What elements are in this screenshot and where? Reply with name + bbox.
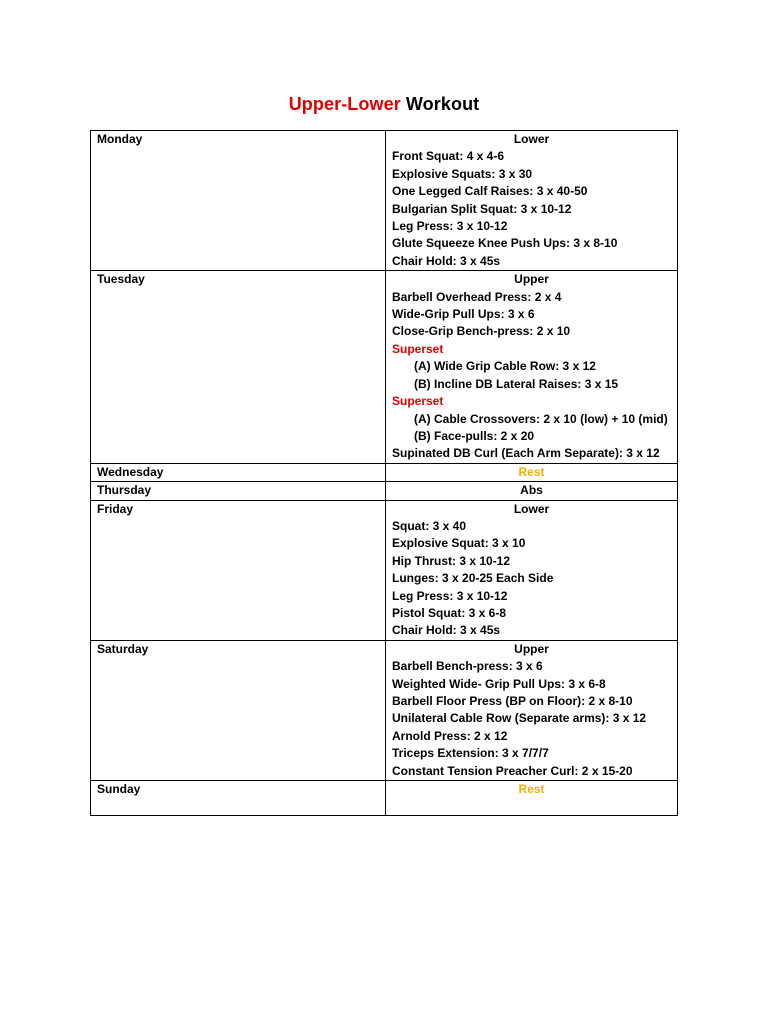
exercise-item: Chair Hold: 3 x 45s [392, 623, 501, 638]
superset-item: (A) Wide Grip Cable Row: 3 x 12 [414, 359, 596, 374]
focus-label: Lower [513, 501, 550, 516]
exercise-item: Close-Grip Bench-press: 2 x 10 [392, 324, 571, 339]
table-row-sunday [91, 781, 678, 816]
workout-table [90, 130, 678, 816]
exercise-item: Wide-Grip Pull Ups: 3 x 6 [392, 307, 535, 322]
table-row-wednesday [91, 463, 678, 481]
exercise-item: Arnold Press: 2 x 12 [392, 728, 508, 743]
exercise-item: Squat: 3 x 40 [392, 518, 467, 533]
title-workout: Workout [400, 94, 480, 114]
exercise-item: Constant Tension Preacher Curl: 2 x 15-20 [392, 763, 633, 778]
exercise-item: Leg Press: 3 x 10-12 [392, 219, 508, 234]
exercise-item: Barbell Overhead Press: 2 x 4 [392, 289, 562, 304]
table-row-friday [91, 500, 678, 640]
plan-cell [386, 463, 678, 481]
exercise-item: Leg Press: 3 x 10-12 [392, 588, 508, 603]
day-cell: Wednesday [91, 463, 386, 481]
exercise-item: Barbell Floor Press (BP on Floor): 2 x 8-10 [392, 694, 633, 708]
focus-label: Lower [513, 132, 550, 146]
page-title [0, 94, 768, 115]
superset-item: (B) Incline DB Lateral Raises: 3 x 15 [414, 376, 619, 391]
superset-item: (A) Cable Crossovers: 2 x 10 (low) + 10 (mid) [414, 411, 668, 426]
exercise-item: Supinated DB Curl (Each Arm Separate): 3 x 12 [392, 446, 660, 461]
day-cell: Friday [91, 500, 386, 640]
superset-label: Superset [392, 394, 444, 409]
plan-cell [386, 482, 678, 500]
table-row-thursday [91, 482, 678, 500]
day-cell: Monday [91, 131, 386, 271]
exercise-item: Explosive Squats: 3 x 30 [392, 166, 533, 181]
exercise-item: Bulgarian Split Squat: 3 x 10-12 [392, 201, 572, 216]
plan-cell [386, 781, 678, 816]
plan-cell [386, 131, 678, 271]
exercise-item: Chair Hold: 3 x 45s [392, 253, 501, 268]
exercise-item: Triceps Extension: 3 x 7/7/7 [392, 746, 549, 761]
focus-label: Abs [520, 483, 543, 498]
focus-label: Upper [514, 272, 549, 287]
exercise-item: Unilateral Cable Row (Separate arms): 3 x 12 [392, 711, 647, 726]
exercise-item: Glute Squeeze Knee Push Ups: 3 x 8-10 [392, 236, 618, 251]
table-row-monday [91, 131, 678, 271]
superset-item: (B) Face-pulls: 2 x 20 [414, 428, 535, 443]
day-cell: Tuesday [91, 271, 386, 463]
day-cell: Sunday [91, 781, 386, 816]
plan-cell [386, 640, 678, 780]
plan-cell [386, 500, 678, 640]
exercise-item: Explosive Squat: 3 x 10 [392, 536, 526, 551]
focus-label: Upper [514, 641, 549, 656]
plan-cell [386, 271, 678, 463]
superset-label: Superset [392, 341, 444, 356]
rest-label: Rest [518, 782, 545, 797]
exercise-item: Weighted Wide- Grip Pull Ups: 3 x 6-8 [392, 676, 606, 691]
exercise-item: Pistol Squat: 3 x 6-8 [392, 605, 507, 620]
exercise-item: Front Squat: 4 x 4-6 [392, 149, 505, 164]
day-cell: Saturday [91, 640, 386, 780]
exercise-item: Barbell Bench-press: 3 x 6 [392, 659, 543, 674]
table-row-saturday [91, 640, 678, 780]
exercise-item: Lunges: 3 x 20-25 Each Side [392, 571, 554, 586]
exercise-item: One Legged Calf Raises: 3 x 40-50 [392, 184, 588, 199]
table-row-tuesday [91, 271, 678, 463]
exercise-item: Hip Thrust: 3 x 10-12 [392, 553, 511, 568]
day-cell: Thursday [91, 482, 386, 500]
title-upper-lower: Upper-Lower [288, 94, 401, 114]
rest-label: Rest [518, 464, 545, 479]
